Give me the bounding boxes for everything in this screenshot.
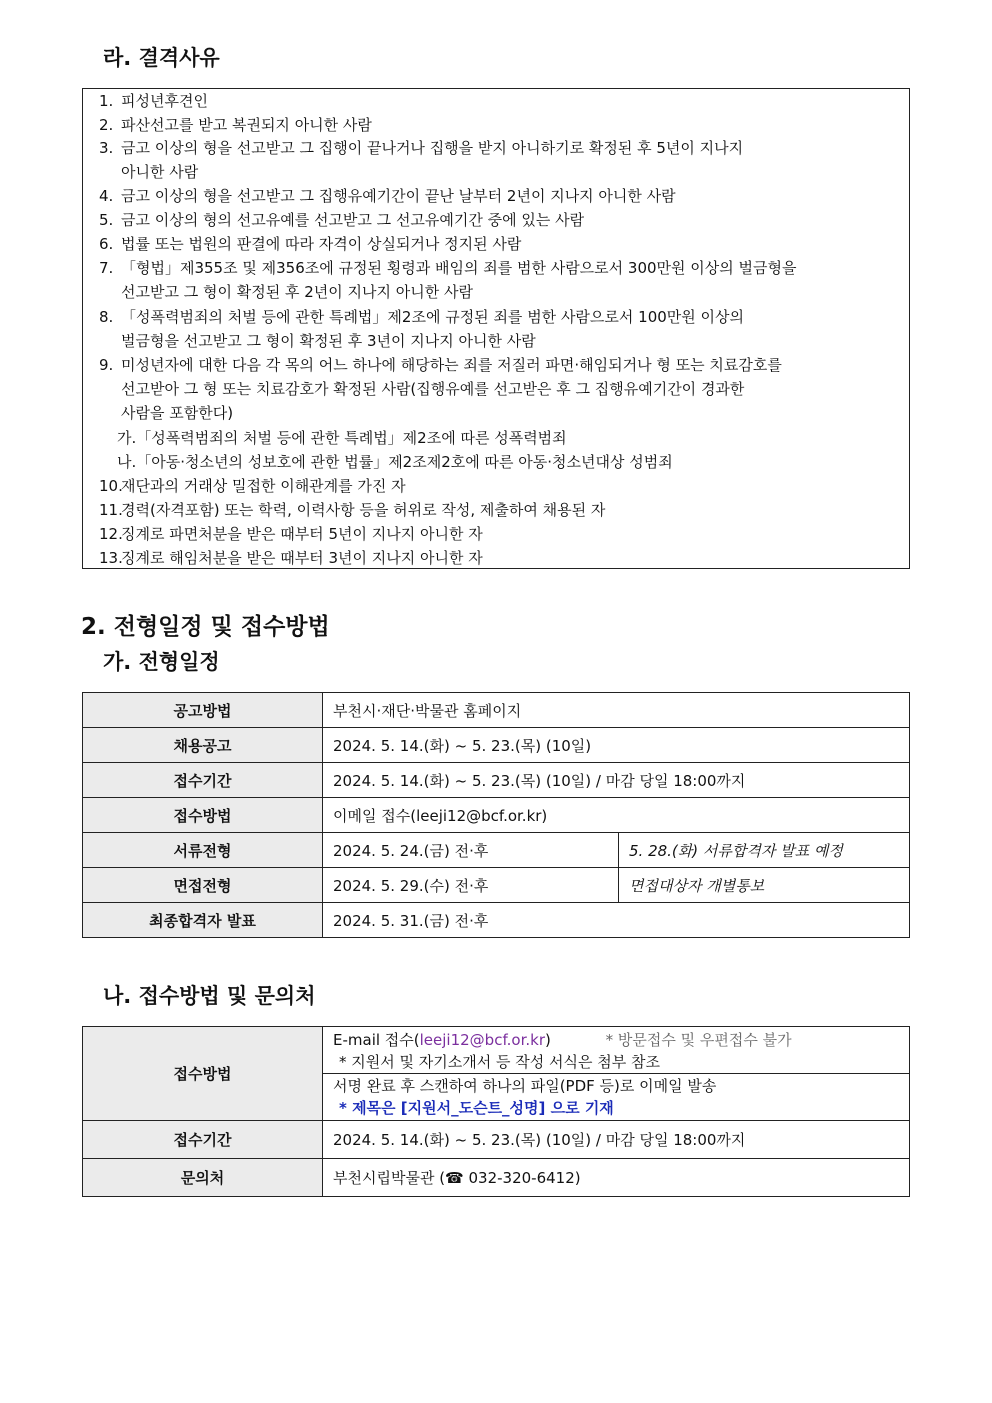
row-label: 접수방법 <box>83 798 323 833</box>
subject-note: * 제목은 [지원서_도슨트_성명] 으로 기재 <box>339 1099 614 1117</box>
row-value: 2024. 5. 29.(수) 전·후 <box>323 868 619 903</box>
list-item: 5. 금고 이상의 형의 선고유예를 선고받고 그 선고유예기간 중에 있는 사람 <box>99 211 585 229</box>
row-value: 2024. 5. 14.(화) ~ 5. 23.(목) (10일) <box>323 728 910 763</box>
contact-table <box>82 1026 910 1197</box>
row-value: 2024. 5. 14.(화) ~ 5. 23.(목) (10일) / 마감 당일 18:00까지 <box>323 1121 910 1159</box>
list-item: 9. 미성년자에 대한 다음 각 목의 어느 하나에 해당하는 죄를 저질러 파면·해임되거나 형 또는 치료감호를 <box>99 356 782 374</box>
list-item: 1. 피성년후견인 <box>99 92 208 110</box>
list-item: 8. 「성폭력범죄의 처벌 등에 관한 특례법」제2조에 규정된 죄를 범한 사람으로서 100만원 이상의 <box>99 308 745 326</box>
table-row <box>83 833 910 868</box>
row-value: 부천시립박물관 (☎ 032-320-6412) <box>323 1159 910 1197</box>
row-value: 2024. 5. 24.(금) 전·후 <box>323 833 619 868</box>
subsection-title-contact: 나. 접수방법 및 문의처 <box>103 984 316 1008</box>
list-item: 4. 금고 이상의 형을 선고받고 그 집행유예기간이 끝난 날부터 2년이 지나지 아니한 사람 <box>99 187 676 205</box>
list-item-continuation: 벌금형을 선고받고 그 형이 확정된 후 3년이 지나지 아니한 사람 <box>121 332 536 350</box>
schedule-table <box>82 692 910 938</box>
row-label: 접수기간 <box>83 1121 323 1159</box>
method-email-cell: E-mail 접수(leeji12@bcf.or.kr) * 방문접수 및 우편접수 불가 * 지원서 및 자기소개서 등 작성 서식은 첨부 참조 <box>323 1027 910 1074</box>
list-item-continuation: 사람을 포함한다) <box>121 404 234 422</box>
scan-note: 서명 완료 후 스캔하여 하나의 파일(PDF 등)로 이메일 발송 <box>333 1077 717 1095</box>
list-item: 3. 금고 이상의 형을 선고받고 그 집행이 끝나거나 집행을 받지 아니하기로 확정된 후 5년이 지나지 <box>99 139 744 157</box>
row-label: 접수방법 <box>83 1027 323 1121</box>
list-item-continuation: 아니한 사람 <box>121 163 199 181</box>
row-value: 부천시·재단·박물관 홈페이지 <box>323 693 910 728</box>
list-item-continuation: 선고받고 그 형이 확정된 후 2년이 지나지 아니한 사람 <box>121 283 473 301</box>
row-label: 서류전형 <box>83 833 323 868</box>
row-label: 접수기간 <box>83 763 323 798</box>
list-subitem: 나.「아동·청소년의 성보호에 관한 법률」제2조제2호에 따른 아동·청소년대상 성범죄 <box>117 453 673 471</box>
section-title-disqualification: 라. 결격사유 <box>103 46 220 70</box>
method-scan-cell <box>323 1074 910 1121</box>
row-note: 면접대상자 개별통보 <box>619 868 910 903</box>
table-row <box>83 693 910 728</box>
row-label: 채용공고 <box>83 728 323 763</box>
table-row <box>83 728 910 763</box>
row-label: 문의처 <box>83 1159 323 1197</box>
row-label: 공고방법 <box>83 693 323 728</box>
list-item-continuation: 선고받아 그 형 또는 치료감호가 확정된 사람(집행유예를 선고받은 후 그 집행유예기간이 경과한 <box>121 380 745 398</box>
section-title-schedule-and-application: 2. 전형일정 및 접수방법 <box>81 614 330 640</box>
table-row <box>83 1121 910 1159</box>
no-visit-note: * 방문접수 및 우편접수 불가 <box>605 1031 792 1049</box>
table-row <box>83 868 910 903</box>
row-value: 이메일 접수(leeji12@bcf.or.kr) <box>323 798 910 833</box>
email-link[interactable]: leeji12@bcf.or.kr <box>419 1031 546 1049</box>
table-row <box>83 1159 910 1197</box>
subsection-title-schedule: 가. 전형일정 <box>103 650 220 674</box>
row-value: 2024. 5. 31.(금) 전·후 <box>323 903 910 938</box>
list-item: 2. 파산선고를 받고 복권되지 아니한 사람 <box>99 116 372 134</box>
table-row <box>83 763 910 798</box>
attach-note: * 지원서 및 자기소개서 등 작성 서식은 첨부 참조 <box>339 1053 660 1071</box>
list-item: 7. 「형법」제355조 및 제356조에 규정된 횡령과 배임의 죄를 범한 사람으로서 300만원 이상의 벌금형을 <box>99 259 797 277</box>
list-subitem: 가.「성폭력범죄의 처벌 등에 관한 특례법」제2조에 따른 성폭력범죄 <box>117 429 567 447</box>
table-row <box>83 903 910 938</box>
table-row <box>83 1027 910 1074</box>
row-note: 5. 28.(화) 서류합격자 발표 예정 <box>619 833 910 868</box>
row-label: 면접전형 <box>83 868 323 903</box>
list-item: 12. 징계로 파면처분을 받은 때부터 5년이 지나지 아니한 자 <box>99 525 483 543</box>
row-value: 2024. 5. 14.(화) ~ 5. 23.(목) (10일) / 마감 당일 18:00까지 <box>323 763 910 798</box>
list-item: 6. 법률 또는 법원의 판결에 따라 자격이 상실되거나 정지된 사람 <box>99 235 522 253</box>
list-item: 10. 재단과의 거래상 밀접한 이해관계를 가진 자 <box>99 477 406 495</box>
list-item: 11. 경력(자격포함) 또는 학력, 이력사항 등을 허위로 작성, 제출하여 채용된 자 <box>99 501 606 519</box>
list-item: 13. 징계로 해임처분을 받은 때부터 3년이 지나지 아니한 자 <box>99 549 483 567</box>
table-row <box>83 798 910 833</box>
disqualification-list <box>82 88 910 569</box>
row-label: 최종합격자 발표 <box>83 903 323 938</box>
